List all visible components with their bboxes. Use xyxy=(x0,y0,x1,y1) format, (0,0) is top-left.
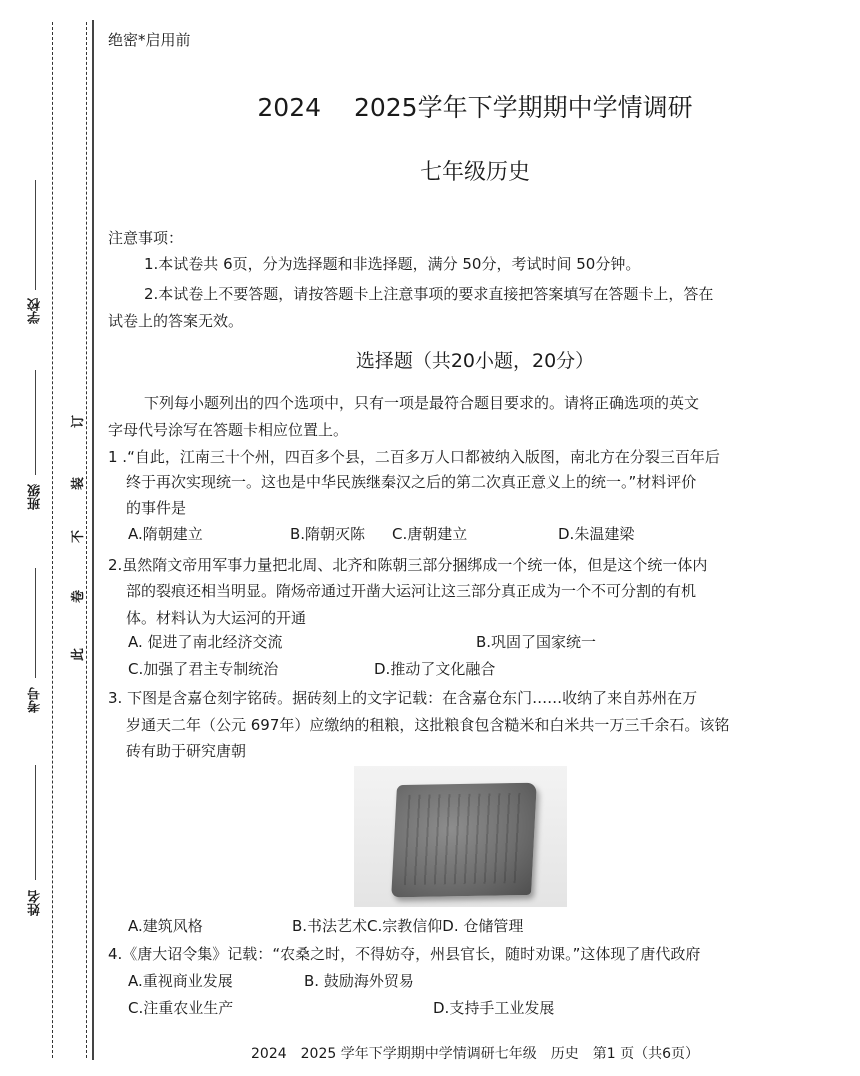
section-intro-line-1: 下列每小题列出的四个选项中，只有一项是最符合题目要求的。请将正确选项的英文 xyxy=(144,394,700,412)
q4-option-c: C.注重农业生产 xyxy=(128,999,234,1017)
page-border-line xyxy=(92,20,94,1060)
class-label: 班级 xyxy=(28,484,43,510)
school-label: 学校 xyxy=(28,298,43,324)
q1-option-a: A.隋朝建立 xyxy=(128,525,203,543)
binding-char-2: 装 xyxy=(71,476,87,491)
exam-title: 2024 2025学年下学期期中学情调研 xyxy=(257,93,693,122)
q2-option-d: D.推动了文化融合 xyxy=(374,660,496,678)
q2-line-2: 部的裂痕还相当明显。隋炀帝通过开凿大运河让这三部分真正成为一个不可分割的有机 xyxy=(126,582,697,600)
name-fill-line xyxy=(35,765,36,880)
cut-line-outer xyxy=(52,22,53,1058)
section-title: 选择题（共20小题，20分） xyxy=(355,350,595,372)
q1-line-3: 的事件是 xyxy=(126,499,187,517)
q3-line-2: 岁通天二年（公元 697年）应缴纳的租粮，这批粮食包含糙米和白米共一万三千余石。该铭 xyxy=(126,716,730,734)
q2-line-1: 2.虽然隋文帝用军事力量把北周、北齐和陈朝三部分捆绑成一个统一体，但是这个统一体内 xyxy=(108,556,708,574)
q2-line-3: 体。材料认为大运河的开通 xyxy=(126,609,307,627)
cut-line-inner xyxy=(86,22,87,1058)
binding-char-5: 此 xyxy=(71,647,87,662)
notice-item-2-line-2: 试卷上的答案无效。 xyxy=(108,312,244,330)
section-intro-line-2: 字母代号涂写在答题卡相应位置上。 xyxy=(108,421,349,439)
q3-line-3: 砖有助于研究唐朝 xyxy=(126,742,247,760)
q3-option-a: A.建筑风格 xyxy=(128,917,203,935)
confidential-mark: 绝密*启用前 xyxy=(108,31,191,49)
q4-option-d: D.支持手工业发展 xyxy=(433,999,555,1017)
q4-line-1: 4.《唐大诏令集》记载：“农桑之时，不得妨夺，州县官长，随时劝课。”这体现了唐代政府 xyxy=(108,945,701,963)
q1-option-c: C.唐朝建立 xyxy=(392,525,468,543)
q4-option-b: B. 鼓励海外贸易 xyxy=(304,972,414,990)
exam-subtitle: 七年级历史 xyxy=(419,160,530,185)
class-fill-line xyxy=(35,370,36,475)
binding-char-3: 不 xyxy=(71,529,87,544)
q2-option-c: C.加强了君主专制统治 xyxy=(128,660,279,678)
q3-options-bcd: B.书法艺术C.宗教信仰D. 仓储管理 xyxy=(292,917,524,935)
exam-no-label: 考号 xyxy=(28,687,43,713)
q1-line-2: 终于再次实现统一。这也是中华民族继秦汉之后的第二次真正意义上的统一。”材料评价 xyxy=(126,473,697,491)
exam-no-fill-line xyxy=(35,568,36,678)
q2-option-a: A. 促进了南北经济交流 xyxy=(128,633,283,651)
school-fill-line xyxy=(35,180,36,290)
q4-option-a: A.重视商业发展 xyxy=(128,972,233,990)
brick-shape xyxy=(391,783,537,898)
notice-item-1: 1.本试卷共 6页，分为选择题和非选择题，满分 50分，考试时间 50分钟。 xyxy=(144,255,641,273)
notice-heading: 注意事项： xyxy=(108,229,184,247)
q3-line-1: 3. 下图是含嘉仓刻字铭砖。据砖刻上的文字记载：在含嘉仓东门……收纳了来自苏州在万 xyxy=(108,689,698,707)
inscribed-brick-photo xyxy=(354,766,567,907)
q1-option-d: D.朱温建梁 xyxy=(558,525,635,543)
q2-option-b: B.巩固了国家统一 xyxy=(476,633,597,651)
page-footer: 2024 2025 学年下学期期中学情调研七年级 历史 第1 页（共6页） xyxy=(251,1046,699,1062)
notice-item-2-line-1: 2.本试卷上不要答题，请按答题卡上注意事项的要求直接把答案填写在答题卡上，答在 xyxy=(144,285,714,303)
name-label: 姓名 xyxy=(28,890,43,916)
q1-line-1: 1 .“自此，江南三十个州，四百多个县，二百多万人口都被纳入版图，南北方在分裂三百年后 xyxy=(108,448,720,466)
binding-char-1: 订 xyxy=(71,414,87,429)
q1-option-b: B.隋朝灭陈 xyxy=(290,525,366,543)
binding-char-4: 卷 xyxy=(71,589,87,604)
